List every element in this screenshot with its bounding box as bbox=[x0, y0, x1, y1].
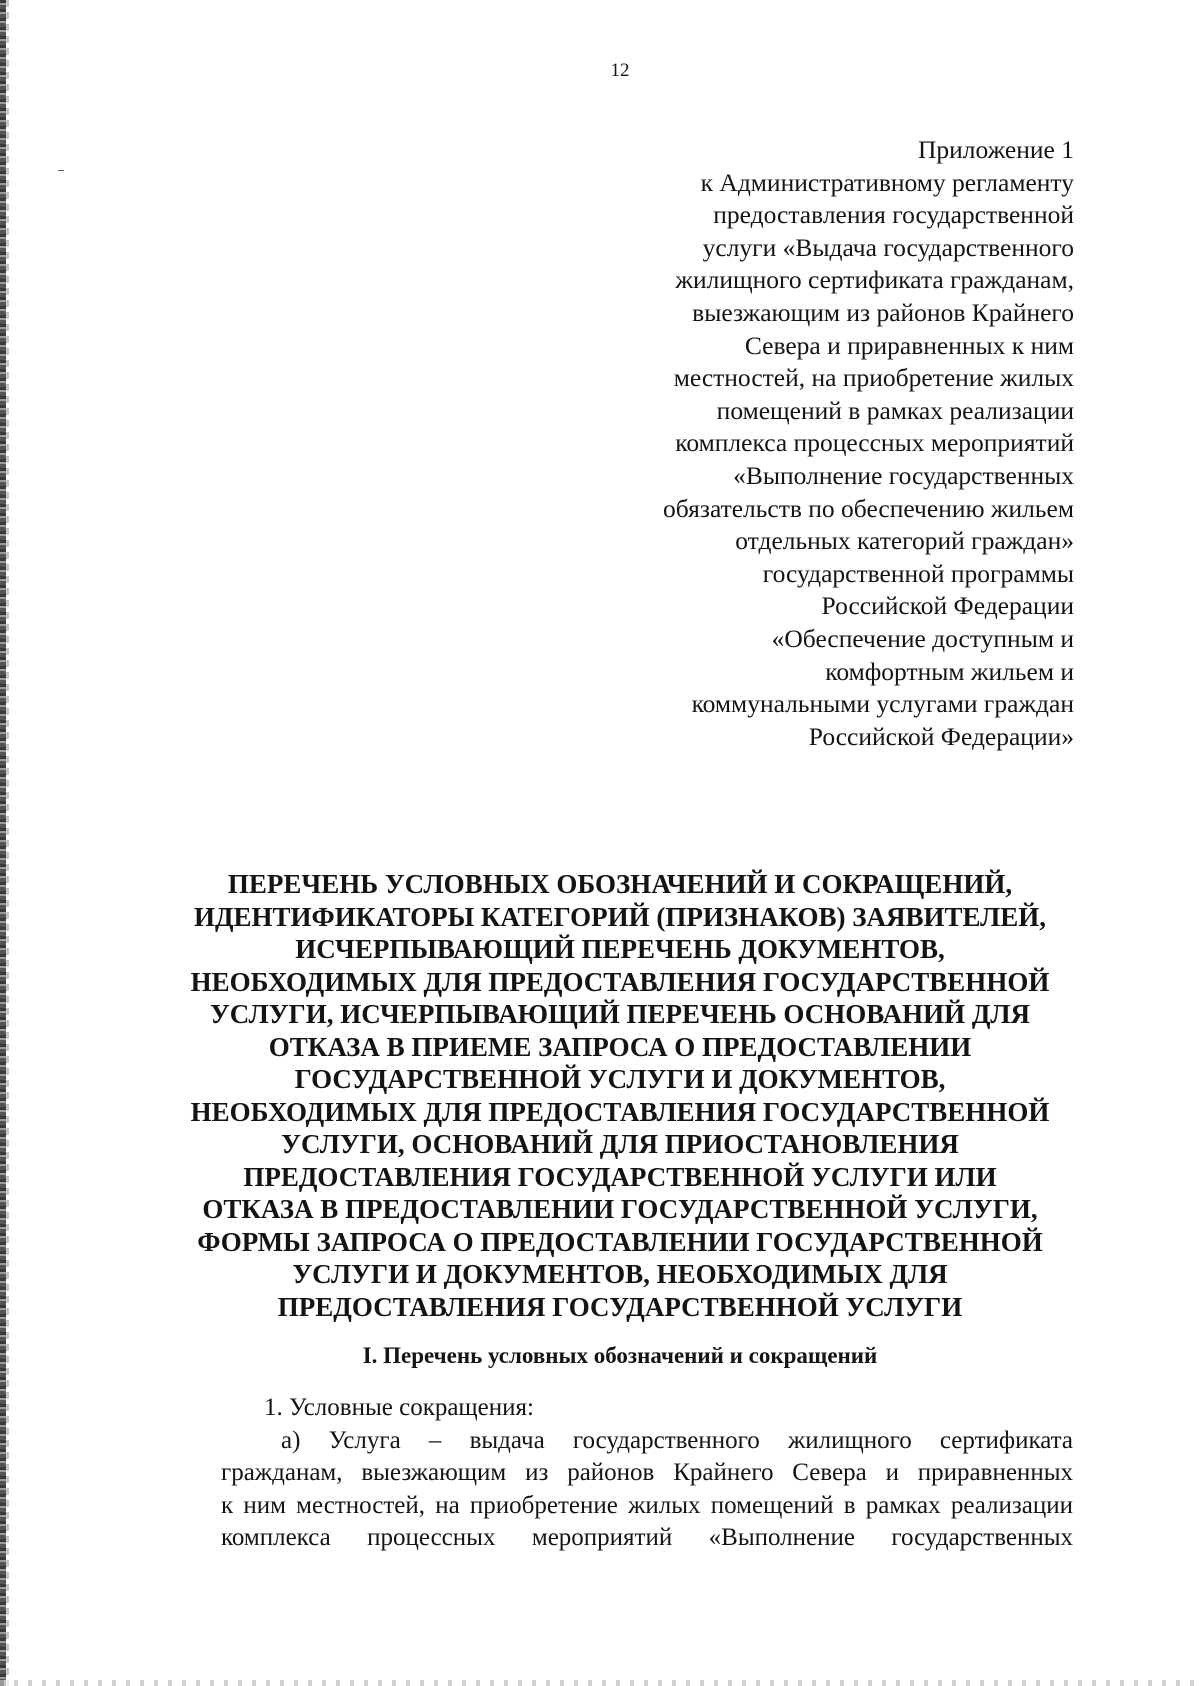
title-line: НЕОБХОДИМЫХ ДЛЯ ПРЕДОСТАВЛЕНИЯ ГОСУДАРСТВЕННОЙ bbox=[190, 966, 1050, 997]
body-text bbox=[161, 1392, 1073, 1555]
title-line: ПРЕДОСТАВЛЕНИЯ ГОСУДАРСТВЕННОЙ УСЛУГИ ИЛИ bbox=[243, 1161, 997, 1192]
title-line: ПРЕДОСТАВЛЕНИЯ ГОСУДАРСТВЕННОЙ УСЛУГИ bbox=[277, 1291, 963, 1322]
paragraph-line: а) Услуга – выдача государственного жилищного сертификата bbox=[281, 1426, 1073, 1454]
annex-line: местностей, на приобретение жилых bbox=[673, 363, 1074, 393]
title-line: ПЕРЕЧЕНЬ УСЛОВНЫХ ОБОЗНАЧЕНИЙ И СОКРАЩЕНИЙ, bbox=[227, 869, 1013, 899]
annex-line: предоставления государственной bbox=[713, 200, 1074, 230]
scan-edge-shadow bbox=[6, 0, 9, 1686]
annex-line: Российской Федерации» bbox=[808, 721, 1074, 751]
title-line: ИСЧЕРПЫВАЮЩИЙ ПЕРЕЧЕНЬ ДОКУМЕНТОВ, bbox=[295, 934, 945, 964]
annex-line: комфортным жильем и bbox=[825, 656, 1074, 686]
annex-reference bbox=[554, 134, 1074, 753]
annex-line: Приложение 1 bbox=[918, 135, 1074, 164]
title-line: УСЛУГИ, ИСЧЕРПЫВАЮЩИЙ ПЕРЕЧЕНЬ ОСНОВАНИЙ ДЛЯ bbox=[209, 999, 1031, 1029]
annex-line: коммунальными услугами граждан bbox=[691, 689, 1074, 719]
title-line: ОТКАЗА В ПРИЕМЕ ЗАПРОСА О ПРЕДОСТАВЛЕНИИ bbox=[268, 1031, 972, 1062]
annex-line: «Выполнение государственных bbox=[733, 460, 1074, 490]
list-item-1: 1. Условные сокращения: bbox=[264, 1394, 534, 1421]
paragraph-a bbox=[161, 1425, 1073, 1555]
annex-line: Севера и приравненных к ним bbox=[744, 330, 1074, 360]
title-line: УСЛУГИ И ДОКУМЕНТОВ, НЕОБХОДИМЫХ ДЛЯ bbox=[292, 1259, 948, 1289]
page-number: 12 bbox=[610, 60, 630, 81]
paragraph-line: к ним местностей, на приобретение жилых помещений в рамках реализации bbox=[221, 1491, 1073, 1519]
annex-line: помещений в рамках реализации bbox=[716, 395, 1074, 425]
title-line: ИДЕНТИФИКАТОРЫ КАТЕГОРИЙ (ПРИЗНАКОВ) ЗАЯВИТЕЛЕЙ, bbox=[193, 901, 1047, 932]
section-heading: I. Перечень условных обозначений и сокращений bbox=[362, 1343, 878, 1368]
annex-line: выезжающим из районов Крайнего bbox=[692, 297, 1074, 327]
annex-line: отдельных категорий граждан» bbox=[735, 526, 1074, 556]
paragraph-line: гражданам, выезжающим из районов Крайнего Севера и приравненных bbox=[221, 1459, 1073, 1486]
scan-edge-bottom bbox=[0, 1680, 1200, 1686]
annex-line: государственной программы bbox=[762, 558, 1074, 588]
title-line: НЕОБХОДИМЫХ ДЛЯ ПРЕДОСТАВЛЕНИЯ ГОСУДАРСТВЕННОЙ bbox=[190, 1096, 1050, 1127]
document-title bbox=[150, 868, 1090, 1323]
annex-line: обязательств по обеспечению жильем bbox=[663, 493, 1074, 523]
annex-line: «Обеспечение доступным и bbox=[771, 623, 1074, 653]
annex-line: жилищного сертификата гражданам, bbox=[675, 265, 1074, 295]
title-line: ОТКАЗА В ПРЕДОСТАВЛЕНИИ ГОСУДАРСТВЕННОЙ УСЛУГИ, bbox=[202, 1194, 1038, 1224]
annex-line: Российской Федерации bbox=[821, 591, 1074, 621]
title-line: ГОСУДАРСТВЕННОЙ УСЛУГИ И ДОКУМЕНТОВ, bbox=[294, 1064, 946, 1094]
paragraph-line: комплекса процессных мероприятий «Выполнение государственных bbox=[221, 1524, 1073, 1551]
annex-line: комплекса процессных мероприятий bbox=[675, 428, 1074, 458]
title-line: УСЛУГИ, ОСНОВАНИЙ ДЛЯ ПРИОСТАНОВЛЕНИЯ bbox=[281, 1129, 959, 1159]
annex-line: к Административному регламенту bbox=[700, 167, 1074, 197]
title-line: ФОРМЫ ЗАПРОСА О ПРЕДОСТАВЛЕНИИ ГОСУДАРСТВЕННОЙ bbox=[197, 1226, 1043, 1257]
annex-line: услуги «Выдача государственного bbox=[702, 232, 1074, 262]
scan-speck bbox=[58, 170, 64, 171]
